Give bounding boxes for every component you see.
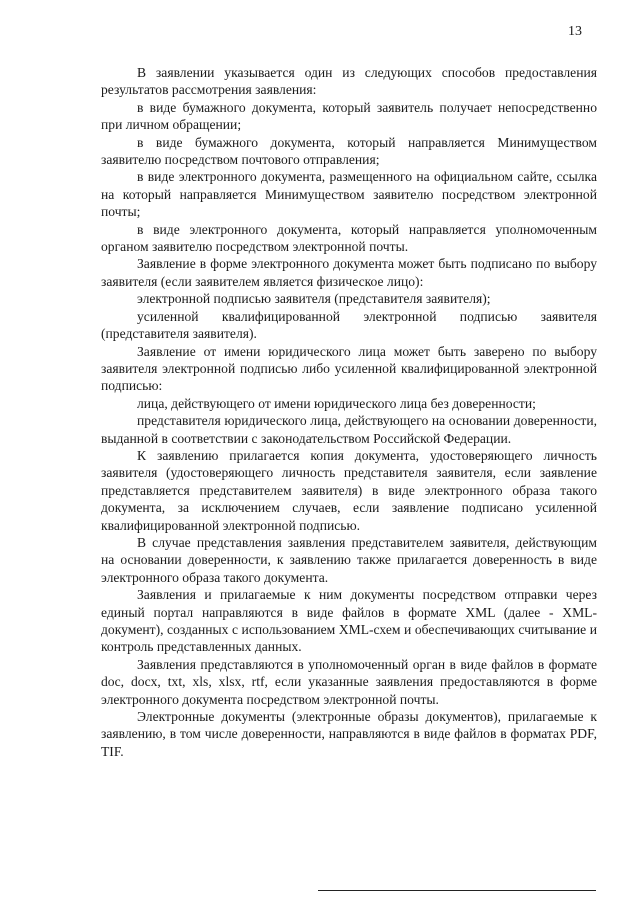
paragraph: электронной подписью заявителя (представителя заявителя); bbox=[137, 291, 491, 307]
paragraph: в виде электронного документа, размещенного на официальном сайте, ссылка на который направляется Минимуществом заявителю посредством электронной почты; bbox=[101, 169, 597, 220]
paragraph: Заявления представляются в уполномоченный орган в виде файлов в формате doc, docx, txt, xls, xlsx, rtf, если указанные заявления предоставляются в форме электронного документа посредством электронной почты. bbox=[101, 656, 597, 707]
page-number: 13 bbox=[568, 24, 582, 39]
paragraph: Электронные документы (электронные образы документов), прилагаемые к заявлению, в том числе доверенности, направляются в виде файлов в форматах PDF, TIF. bbox=[101, 709, 597, 759]
paragraph: К заявлению прилагается копия документа, удостоверяющего личность заявителя (удостоверяющего личность представителя заявителя, если заявление представляется представителем заявителя) в виде электронного образа такого документа, за исключением случаев, если заявление подписано усиленной квалифицированной электронной подписью. bbox=[101, 447, 597, 533]
paragraph: Заявление от имени юридического лица может быть заверено по выбору заявителя электронной подписью либо усиленной квалифицированной электронной подписью: bbox=[101, 343, 597, 394]
paragraph: В случае представления заявления представителем заявителя, действующим на основании доверенности, к заявлению также прилагается доверенность в виде электронного образа такого документа. bbox=[101, 534, 597, 585]
paragraph: представителя юридического лица, действующего на основании доверенности, выданной в соответствии с законодательством Российской Федерации. bbox=[101, 413, 597, 446]
footer-rule bbox=[318, 890, 596, 891]
paragraph: В заявлении указывается один из следующих способов предоставления результатов рассмотрения заявления: bbox=[101, 65, 597, 98]
document-body bbox=[101, 64, 597, 760]
paragraph: лица, действующего от имени юридического лица без доверенности; bbox=[137, 395, 536, 411]
paragraph: усиленной квалифицированной электронной подписью заявителя (представителя заявителя). bbox=[101, 308, 597, 342]
paragraph: Заявления и прилагаемые к ним документы посредством отправки через единый портал направляются в виде файлов в формате XML (далее - XML-документ), созданных с использованием XML-схем и обеспечивающих считывание и контроль представленных данных. bbox=[101, 587, 597, 655]
paragraph: в виде бумажного документа, который направляется Минимуществом заявителю посредством почтового отправления; bbox=[101, 134, 597, 168]
paragraph: в виде бумажного документа, который заявитель получает непосредственно при личном обращении; bbox=[101, 99, 597, 133]
paragraph: в виде электронного документа, который направляется уполномоченным органом заявителю посредством электронной почты. bbox=[101, 221, 597, 255]
paragraph: Заявление в форме электронного документа может быть подписано по выбору заявителя (если заявителем является физическое лицо): bbox=[101, 256, 597, 289]
